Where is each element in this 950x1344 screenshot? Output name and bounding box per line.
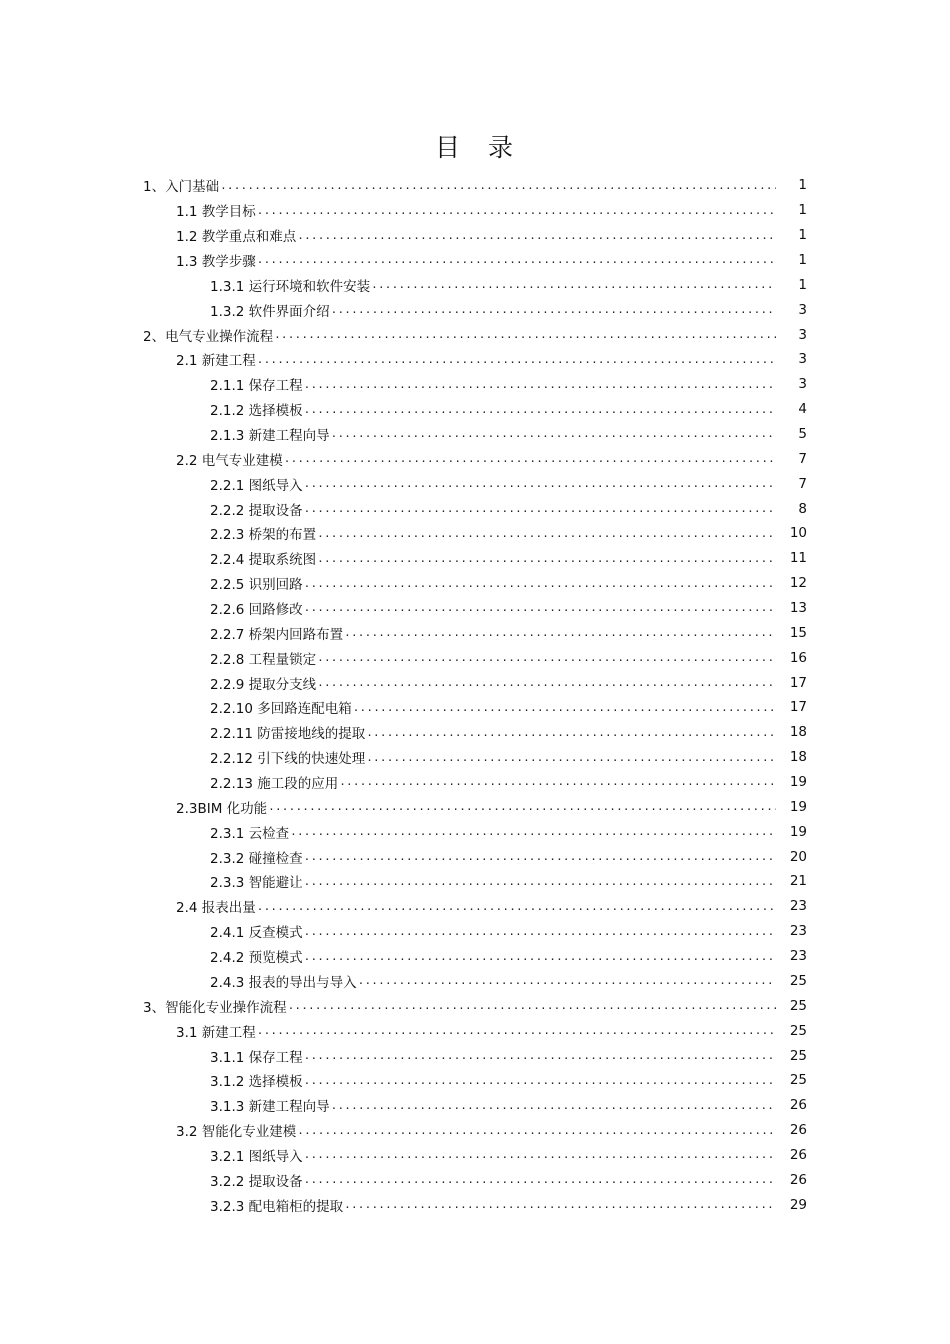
toc-entry-title: 1.1 教学目标 — [176, 204, 256, 221]
toc-entry[interactable] — [0, 993, 950, 1018]
toc-dot-leader — [353, 702, 776, 720]
toc-entry-title: 2.1 新建工程 — [176, 353, 256, 370]
toc-entry-title: 3.1 新建工程 — [176, 1024, 256, 1041]
toc-page-number: 5 — [798, 426, 807, 443]
toc-page-number: 18 — [789, 749, 807, 766]
toc-dot-leader — [366, 752, 776, 770]
toc-page-number: 13 — [789, 600, 807, 617]
toc-dot-leader — [317, 528, 776, 546]
toc-page-number: 26 — [789, 1122, 807, 1139]
toc-page-number: 8 — [798, 500, 807, 517]
toc-entry[interactable] — [0, 1093, 950, 1118]
toc-title: 目 录 — [435, 133, 523, 162]
toc-entry[interactable] — [0, 1068, 950, 1093]
toc-entry-title: 2.4.2 预览模式 — [210, 950, 303, 967]
toc-entry[interactable] — [0, 496, 950, 521]
toc-entry-title: 2.2 电气专业建模 — [176, 452, 283, 469]
toc-entry-title: 2.2.4 提取系统图 — [210, 552, 317, 569]
toc-page-number: 1 — [798, 202, 807, 219]
toc-entry-title: 2.1.2 选择模板 — [210, 403, 303, 420]
toc-dot-leader — [317, 553, 776, 571]
toc-dot-leader — [304, 379, 776, 397]
toc-page-number: 29 — [789, 1196, 807, 1213]
toc-dot-leader — [339, 776, 776, 794]
toc-dot-leader — [304, 951, 776, 969]
toc-dot-leader — [344, 627, 776, 645]
toc-entry[interactable] — [0, 794, 950, 819]
toc-entry[interactable] — [0, 173, 950, 198]
toc-entry[interactable] — [0, 620, 950, 645]
toc-dot-leader — [331, 428, 776, 446]
toc-entry-title: 1.3.1 运行环境和软件安装 — [210, 278, 371, 295]
toc-entry-title: 2.2.2 提取设备 — [210, 502, 303, 519]
toc-page-number: 21 — [789, 873, 807, 890]
toc-page-number: 26 — [789, 1097, 807, 1114]
toc-page-number: 19 — [789, 774, 807, 791]
toc-dot-leader — [317, 677, 776, 695]
toc-dot-leader — [268, 801, 776, 819]
toc-entry[interactable] — [0, 546, 950, 571]
toc-dot-leader — [304, 602, 776, 620]
toc-dot-leader — [220, 180, 776, 198]
toc-dot-leader — [290, 826, 776, 844]
toc-page-number: 17 — [789, 674, 807, 691]
toc-dot-leader — [274, 329, 776, 347]
toc-page-number: 4 — [798, 401, 807, 418]
toc-entry[interactable] — [0, 397, 950, 422]
toc-entry-title: 3.2.3 配电箱柜的提取 — [210, 1198, 344, 1215]
toc-dot-leader — [297, 1125, 776, 1143]
toc-entry[interactable] — [0, 372, 950, 397]
toc-entry-title: 2.3.1 云检查 — [210, 825, 290, 842]
toc-page-number: 1 — [798, 177, 807, 194]
toc-entry[interactable] — [0, 670, 950, 695]
toc-entry[interactable] — [0, 297, 950, 322]
toc-page-number: 25 — [789, 997, 807, 1014]
toc-dot-leader — [257, 901, 776, 919]
toc-page-number: 7 — [798, 450, 807, 467]
toc-dot-leader — [284, 453, 776, 471]
toc-entry-title: 2.4 报表出量 — [176, 900, 256, 917]
toc-page-number: 17 — [789, 699, 807, 716]
toc-entry-title: 3.1.2 选择模板 — [210, 1074, 303, 1091]
toc-entry[interactable] — [0, 272, 950, 297]
toc-page-number: 3 — [798, 301, 807, 318]
toc-dot-leader — [304, 1174, 776, 1192]
toc-entry-title: 1.3.2 软件界面介绍 — [210, 303, 330, 320]
toc-entry-title: 2.2.12 引下线的快速处理 — [210, 751, 366, 768]
toc-page-number: 12 — [789, 575, 807, 592]
toc-entry[interactable] — [0, 1167, 950, 1192]
toc-entry-title: 2.2.7 桥架内回路布置 — [210, 626, 344, 643]
toc-page-number: 3 — [798, 351, 807, 368]
toc-entry[interactable] — [0, 571, 950, 596]
toc-page-number: 23 — [789, 948, 807, 965]
toc-entry-title: 2.2.1 图纸导入 — [210, 477, 303, 494]
toc-entry-title: 2.2.10 多回路连配电箱 — [210, 701, 352, 718]
toc-entry[interactable] — [0, 819, 950, 844]
toc-entry-title: 2.4.3 报表的导出与导入 — [210, 974, 357, 991]
toc-page-number: 15 — [789, 624, 807, 641]
toc-entry[interactable] — [0, 770, 950, 795]
toc-entry[interactable] — [0, 1192, 950, 1217]
toc-entry-title: 2.2.13 施工段的应用 — [210, 776, 339, 793]
toc-dot-leader — [304, 851, 776, 869]
toc-page-number: 23 — [789, 923, 807, 940]
toc-dot-leader — [304, 503, 776, 521]
toc-page-number: 11 — [789, 550, 807, 567]
toc-entry[interactable] — [0, 1143, 950, 1168]
toc-entry-title: 2.1.1 保存工程 — [210, 378, 303, 395]
toc-entry[interactable] — [0, 944, 950, 969]
toc-dot-leader — [304, 1075, 776, 1093]
toc-entry[interactable] — [0, 745, 950, 770]
toc-entry[interactable] — [0, 1118, 950, 1143]
toc-page-number: 1 — [798, 252, 807, 268]
toc-entry-title: 1、入门基础 — [143, 179, 220, 196]
toc-entry[interactable] — [0, 695, 950, 720]
toc-entry-title: 2.2.9 提取分支线 — [210, 676, 317, 693]
toc-entry[interactable] — [0, 844, 950, 869]
toc-list — [0, 173, 950, 1217]
toc-page-number: 3 — [798, 326, 807, 343]
toc-entry-title: 2.4.1 反查模式 — [210, 925, 303, 942]
toc-page-number: 26 — [789, 1146, 807, 1163]
toc-entry-title: 2.2.3 桥架的布置 — [210, 527, 317, 544]
toc-entry[interactable] — [0, 322, 950, 347]
toc-entry[interactable] — [0, 969, 950, 994]
toc-entry[interactable] — [0, 446, 950, 471]
toc-page-number: 16 — [789, 649, 807, 666]
toc-dot-leader — [288, 1000, 776, 1018]
toc-page-number: 25 — [789, 1022, 807, 1039]
toc-dot-leader — [304, 1050, 776, 1068]
toc-entry-title: 3.2 智能化专业建模 — [176, 1124, 297, 1141]
toc-page-number: 26 — [789, 1171, 807, 1188]
toc-entry[interactable] — [0, 521, 950, 546]
toc-page-number: 1 — [798, 227, 807, 244]
toc-dot-leader — [257, 354, 776, 372]
toc-dot-leader — [304, 404, 776, 422]
toc-entry-title: 2.2.5 识别回路 — [210, 577, 303, 594]
toc-entry-title: 3.1.1 保存工程 — [210, 1049, 303, 1066]
toc-dot-leader — [257, 1025, 776, 1043]
toc-page-number: 25 — [789, 972, 807, 989]
toc-entry[interactable] — [0, 919, 950, 944]
toc-dot-leader — [366, 727, 776, 745]
toc-dot-leader — [297, 230, 776, 248]
toc-dot-leader — [304, 876, 776, 894]
toc-entry[interactable] — [0, 720, 950, 745]
toc-entry-title: 1.3 教学步骤 — [176, 254, 256, 270]
toc-page-number: 7 — [798, 475, 807, 492]
toc-dot-leader — [317, 652, 776, 670]
toc-entry-title: 3.1.3 新建工程向导 — [210, 1099, 330, 1116]
toc-page-number: 19 — [789, 798, 807, 815]
toc-page-number: 23 — [789, 898, 807, 915]
toc-entry[interactable] — [0, 422, 950, 447]
toc-page-number: 18 — [789, 724, 807, 741]
toc-dot-leader — [304, 1149, 776, 1167]
toc-dot-leader — [344, 1199, 776, 1217]
toc-page-number: 25 — [789, 1047, 807, 1064]
toc-dot-leader — [331, 1100, 776, 1118]
toc-dot-leader — [304, 478, 776, 496]
toc-dot-leader — [331, 304, 776, 322]
toc-entry[interactable] — [0, 471, 950, 496]
toc-page-number: 1 — [798, 276, 807, 293]
toc-entry-title: 2.1.3 新建工程向导 — [210, 428, 330, 445]
toc-entry-title: 2.3BIM 化功能 — [176, 800, 268, 817]
toc-entry-title: 2.3.2 碰撞检查 — [210, 850, 303, 867]
toc-entry-title: 3.2.2 提取设备 — [210, 1173, 303, 1190]
toc-entry[interactable] — [0, 248, 950, 273]
toc-entry-title: 2、电气专业操作流程 — [143, 328, 274, 345]
toc-entry[interactable] — [0, 1018, 950, 1043]
toc-dot-leader — [257, 254, 776, 272]
toc-dot-leader — [358, 975, 776, 993]
toc-dot-leader — [304, 926, 776, 944]
toc-page-number: 19 — [789, 823, 807, 840]
toc-entry[interactable] — [0, 1043, 950, 1068]
toc-entry[interactable] — [0, 869, 950, 894]
toc-entry-title: 2.2.6 回路修改 — [210, 602, 303, 619]
toc-entry-title: 3、智能化专业操作流程 — [143, 999, 287, 1016]
toc-entry[interactable] — [0, 645, 950, 670]
toc-page-number: 25 — [789, 1072, 807, 1089]
toc-dot-leader — [371, 279, 776, 297]
toc-entry-title: 3.2.1 图纸导入 — [210, 1148, 303, 1165]
toc-dot-leader — [257, 205, 776, 223]
toc-entry-title: 2.2.11 防雷接地线的提取 — [210, 726, 366, 743]
toc-entry[interactable] — [0, 596, 950, 621]
toc-entry-title: 2.2.8 工程量锁定 — [210, 651, 317, 668]
toc-entry[interactable] — [0, 347, 950, 372]
toc-entry[interactable] — [0, 198, 950, 223]
toc-dot-leader — [304, 578, 776, 596]
toc-entry-title: 1.2 教学重点和难点 — [176, 229, 297, 246]
toc-page-number: 3 — [798, 376, 807, 393]
toc-entry[interactable] — [0, 223, 950, 248]
toc-page-number: 20 — [789, 848, 807, 865]
toc-entry[interactable] — [0, 894, 950, 919]
toc-entry-title: 2.3.3 智能避让 — [210, 875, 303, 892]
toc-page-number: 10 — [789, 525, 807, 542]
